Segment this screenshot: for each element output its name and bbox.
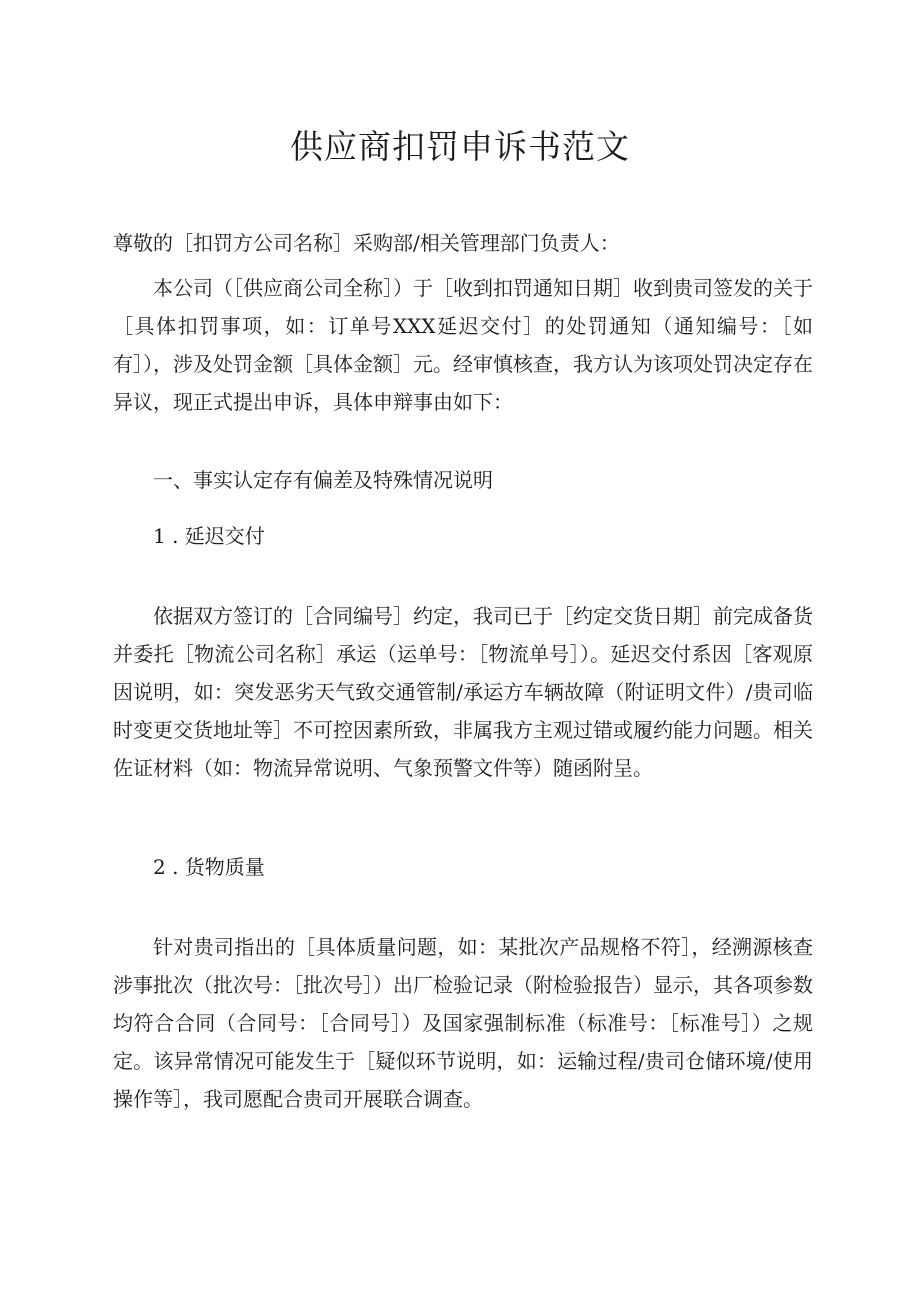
salutation: 尊敬的［扣罚方公司名称］采购部/相关管理部门负责人： <box>113 231 620 255</box>
intro-paragraph: 本公司（［供应商公司全称］）于［收到扣罚通知日期］收到贵司签发的关于［具体扣罚事项，如：订单号XXX延迟交付］的处罚通知（通知编号：［如有］），涉及处罚金额［具体金额］元。经审慎核查，我方认为该项处罚决定存在异议，现正式提出申诉，具体申辩事由如下： <box>113 276 813 414</box>
item-heading-quality: 2 . 货物质量 <box>153 855 265 879</box>
document-title: 供应商扣罚申诉书范文 <box>290 127 630 166</box>
section-heading-1: 一、事实认定存有偏差及特殊情况说明 <box>153 468 493 492</box>
item-body-quality: 针对贵司指出的［具体质量问题，如：某批次产品规格不符］，经溯源核查涉事批次（批次号：［批次号］）出厂检验记录（附检验报告）显示，其各项参数均符合合同（合同号：［合同号］）及国家强制标准（标准号：［标准号］）之规定。该异常情况可能发生于［疑似环节说明，如：运输过程/贵司仓储环境/使用操作等］，我司愿配合贵司开展联合调查。 <box>113 935 813 1111</box>
item-heading-delay: 1 . 延迟交付 <box>153 524 265 548</box>
item-body-delay: 依据双方签订的［合同编号］约定，我司已于［约定交货日期］前完成备货并委托［物流公司名称］承运（运单号：［物流单号］）。延迟交付系因［客观原因说明，如：突发恶劣天气致交通管制/承运方车辆故障（附证明文件）/贵司临时变更交货地址等］不可控因素所致，非属我方主观过错或履约能力问题。相关佐证材料（如：物流异常说明、气象预警文件等）随函附呈。 <box>113 604 813 780</box>
